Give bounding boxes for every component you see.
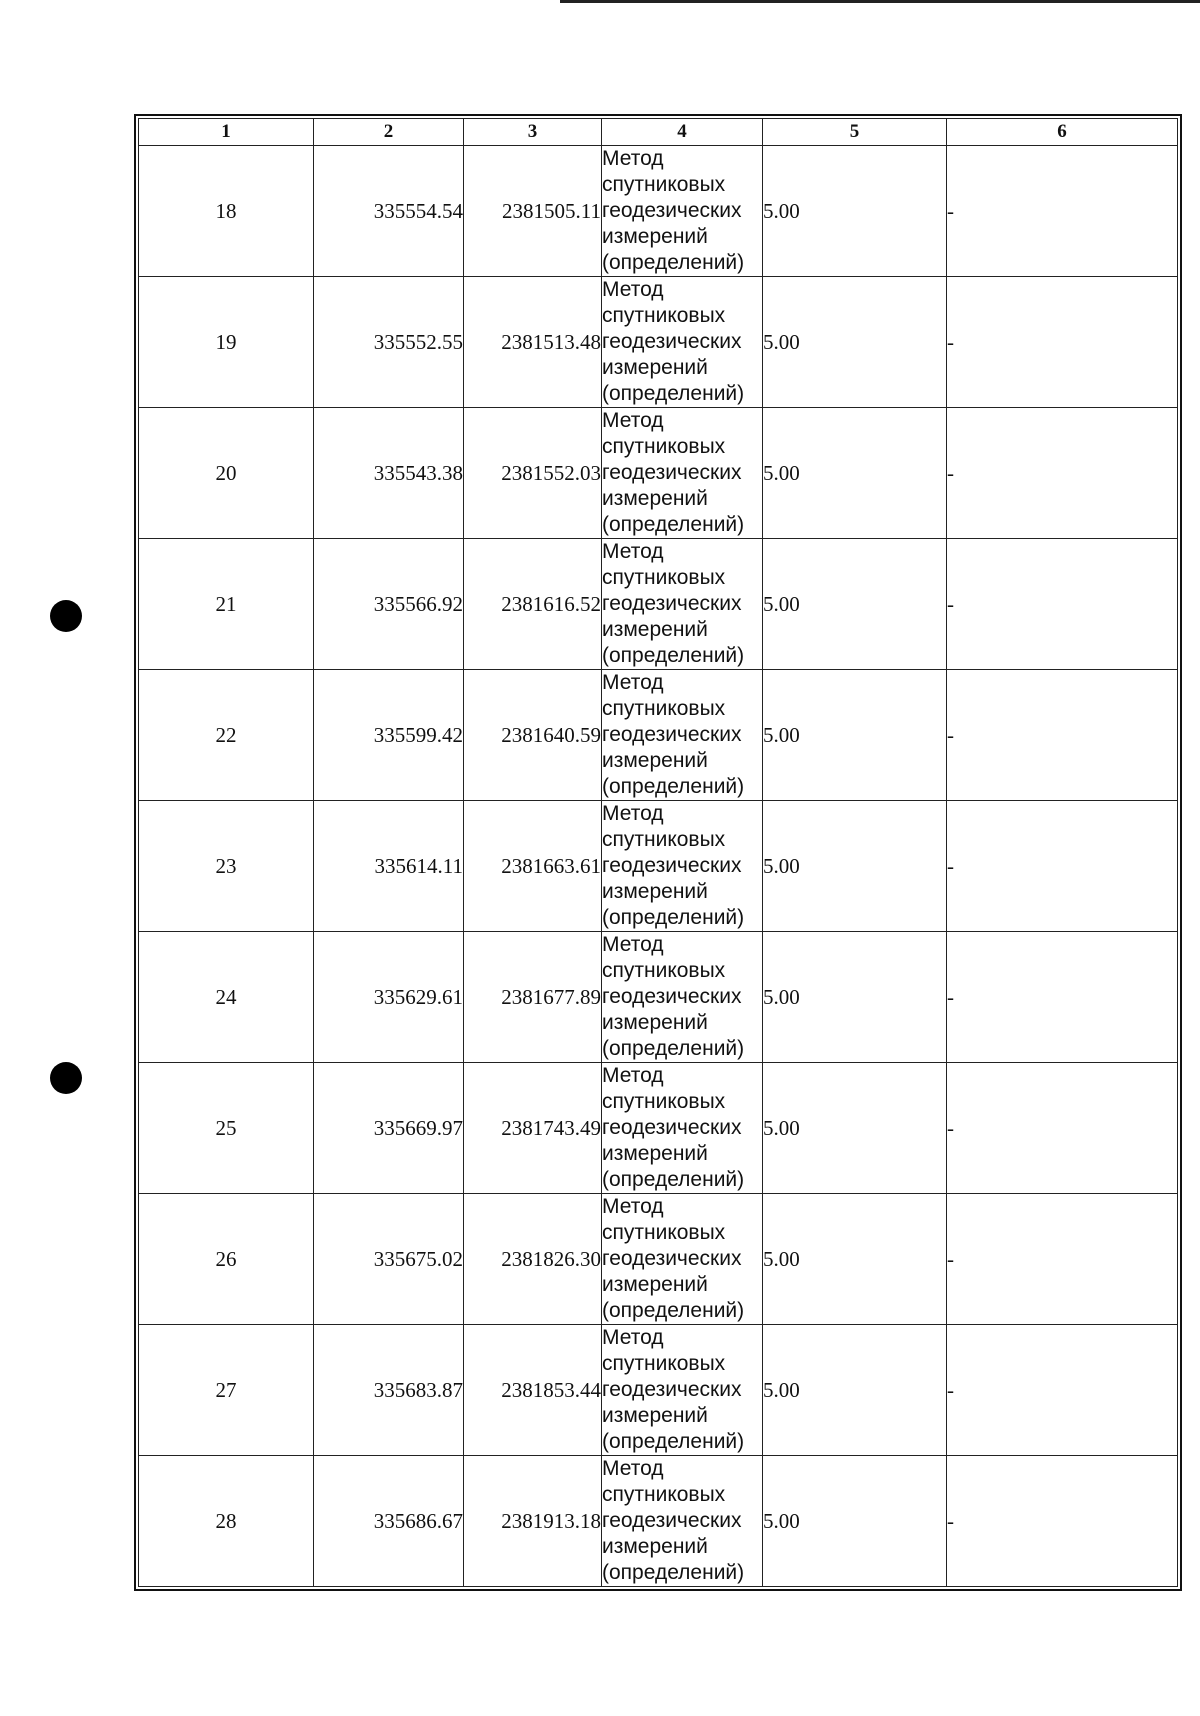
y-coordinate-cell: 2381552.03: [464, 408, 602, 539]
column-header: 4: [602, 119, 763, 146]
y-coordinate-cell: 2381826.30: [464, 1194, 602, 1325]
column-header: 5: [763, 119, 947, 146]
point-number-cell: 21: [139, 539, 314, 670]
accuracy-cell: 5.00: [763, 1063, 947, 1194]
point-number-cell: 23: [139, 801, 314, 932]
method-line: геодезических: [602, 330, 742, 353]
x-coordinate-cell: 335675.02: [314, 1194, 464, 1325]
x-coordinate-cell: 335552.55: [314, 277, 464, 408]
table-row: [139, 1194, 1178, 1325]
method-line: Метод: [602, 278, 664, 301]
note-cell: -: [947, 932, 1178, 1063]
point-number-cell: 25: [139, 1063, 314, 1194]
method-line: геодезических: [602, 723, 742, 746]
method-line: спутниковых: [602, 566, 726, 589]
x-coordinate-cell: 335629.61: [314, 932, 464, 1063]
method-line: Метод: [602, 540, 664, 563]
point-number-cell: 22: [139, 670, 314, 801]
y-coordinate-cell: 2381743.49: [464, 1063, 602, 1194]
accuracy-cell: 5.00: [763, 801, 947, 932]
method-line: спутниковых: [602, 1352, 726, 1375]
method-line: геодезических: [602, 461, 742, 484]
method-line: Метод: [602, 147, 664, 170]
point-number-cell: 19: [139, 277, 314, 408]
method-line: спутниковых: [602, 1221, 726, 1244]
column-header: 2: [314, 119, 464, 146]
table-header-row: [139, 119, 1178, 146]
method-cell: [602, 801, 763, 932]
table-row: [139, 146, 1178, 277]
method-line: Метод: [602, 671, 664, 694]
method-line: (определений): [602, 1561, 745, 1584]
method-cell: [602, 277, 763, 408]
table-row: [139, 539, 1178, 670]
method-line: геодезических: [602, 1247, 742, 1270]
accuracy-cell: 5.00: [763, 408, 947, 539]
column-header: 1: [139, 119, 314, 146]
method-line: геодезических: [602, 985, 742, 1008]
method-cell: [602, 1456, 763, 1587]
point-number-cell: 18: [139, 146, 314, 277]
method-line: геодезических: [602, 1116, 742, 1139]
method-line: измерений: [602, 880, 708, 903]
table-row: [139, 1063, 1178, 1194]
accuracy-cell: 5.00: [763, 1194, 947, 1325]
method-cell: [602, 932, 763, 1063]
note-cell: -: [947, 801, 1178, 932]
method-line: измерений: [602, 487, 708, 510]
y-coordinate-cell: 2381640.59: [464, 670, 602, 801]
accuracy-cell: 5.00: [763, 146, 947, 277]
table-row: [139, 277, 1178, 408]
method-line: измерений: [602, 1011, 708, 1034]
punch-hole: [50, 1062, 82, 1094]
method-line: (определений): [602, 906, 745, 929]
accuracy-cell: 5.00: [763, 670, 947, 801]
method-line: измерений: [602, 225, 708, 248]
method-line: измерений: [602, 1273, 708, 1296]
note-cell: -: [947, 670, 1178, 801]
x-coordinate-cell: 335554.54: [314, 146, 464, 277]
table-body: [139, 146, 1178, 1587]
method-line: (определений): [602, 1037, 745, 1060]
note-cell: -: [947, 1456, 1178, 1587]
accuracy-cell: 5.00: [763, 539, 947, 670]
x-coordinate-cell: 335683.87: [314, 1325, 464, 1456]
method-line: (определений): [602, 1430, 745, 1453]
y-coordinate-cell: 2381616.52: [464, 539, 602, 670]
x-coordinate-cell: 335614.11: [314, 801, 464, 932]
method-line: измерений: [602, 1535, 708, 1558]
method-line: измерений: [602, 1404, 708, 1427]
method-line: (определений): [602, 644, 745, 667]
punch-hole: [50, 600, 82, 632]
method-line: геодезических: [602, 592, 742, 615]
method-line: Метод: [602, 802, 664, 825]
method-line: спутниковых: [602, 828, 726, 851]
method-line: (определений): [602, 1299, 745, 1322]
method-cell: [602, 408, 763, 539]
method-line: Метод: [602, 1457, 664, 1480]
table-row: [139, 1325, 1178, 1456]
method-line: Метод: [602, 409, 664, 432]
method-line: (определений): [602, 1168, 745, 1191]
y-coordinate-cell: 2381663.61: [464, 801, 602, 932]
x-coordinate-cell: 335669.97: [314, 1063, 464, 1194]
method-line: Метод: [602, 933, 664, 956]
page-top-edge: [560, 0, 1200, 3]
point-number-cell: 20: [139, 408, 314, 539]
coordinates-table: [138, 118, 1178, 1587]
method-cell: [602, 539, 763, 670]
table-row: [139, 670, 1178, 801]
note-cell: -: [947, 1194, 1178, 1325]
method-line: спутниковых: [602, 435, 726, 458]
point-number-cell: 27: [139, 1325, 314, 1456]
method-line: спутниковых: [602, 1483, 726, 1506]
method-line: измерений: [602, 749, 708, 772]
method-cell: [602, 146, 763, 277]
note-cell: -: [947, 146, 1178, 277]
y-coordinate-cell: 2381853.44: [464, 1325, 602, 1456]
coordinates-table-frame: [134, 114, 1182, 1591]
x-coordinate-cell: 335686.67: [314, 1456, 464, 1587]
point-number-cell: 24: [139, 932, 314, 1063]
method-line: спутниковых: [602, 959, 726, 982]
table-row: [139, 408, 1178, 539]
y-coordinate-cell: 2381677.89: [464, 932, 602, 1063]
column-header: 3: [464, 119, 602, 146]
note-cell: -: [947, 1063, 1178, 1194]
method-line: измерений: [602, 618, 708, 641]
y-coordinate-cell: 2381913.18: [464, 1456, 602, 1587]
method-line: (определений): [602, 382, 745, 405]
method-line: измерений: [602, 1142, 708, 1165]
point-number-cell: 28: [139, 1456, 314, 1587]
method-line: Метод: [602, 1326, 664, 1349]
method-cell: [602, 1194, 763, 1325]
accuracy-cell: 5.00: [763, 1325, 947, 1456]
point-number-cell: 26: [139, 1194, 314, 1325]
method-line: (определений): [602, 775, 745, 798]
method-line: Метод: [602, 1064, 664, 1087]
method-line: спутниковых: [602, 697, 726, 720]
method-line: (определений): [602, 513, 745, 536]
table-row: [139, 1456, 1178, 1587]
method-cell: [602, 1063, 763, 1194]
x-coordinate-cell: 335566.92: [314, 539, 464, 670]
accuracy-cell: 5.00: [763, 277, 947, 408]
x-coordinate-cell: 335599.42: [314, 670, 464, 801]
method-cell: [602, 1325, 763, 1456]
method-line: геодезических: [602, 1509, 742, 1532]
method-line: Метод: [602, 1195, 664, 1218]
note-cell: -: [947, 408, 1178, 539]
method-line: (определений): [602, 251, 745, 274]
method-cell: [602, 670, 763, 801]
method-line: геодезических: [602, 199, 742, 222]
table-row: [139, 932, 1178, 1063]
method-line: спутниковых: [602, 304, 726, 327]
column-header: 6: [947, 119, 1178, 146]
note-cell: -: [947, 277, 1178, 408]
x-coordinate-cell: 335543.38: [314, 408, 464, 539]
method-line: измерений: [602, 356, 708, 379]
method-line: спутниковых: [602, 173, 726, 196]
y-coordinate-cell: 2381505.11: [464, 146, 602, 277]
note-cell: -: [947, 539, 1178, 670]
method-line: геодезических: [602, 1378, 742, 1401]
y-coordinate-cell: 2381513.48: [464, 277, 602, 408]
accuracy-cell: 5.00: [763, 1456, 947, 1587]
method-line: геодезических: [602, 854, 742, 877]
note-cell: -: [947, 1325, 1178, 1456]
accuracy-cell: 5.00: [763, 932, 947, 1063]
method-line: спутниковых: [602, 1090, 726, 1113]
table-row: [139, 801, 1178, 932]
